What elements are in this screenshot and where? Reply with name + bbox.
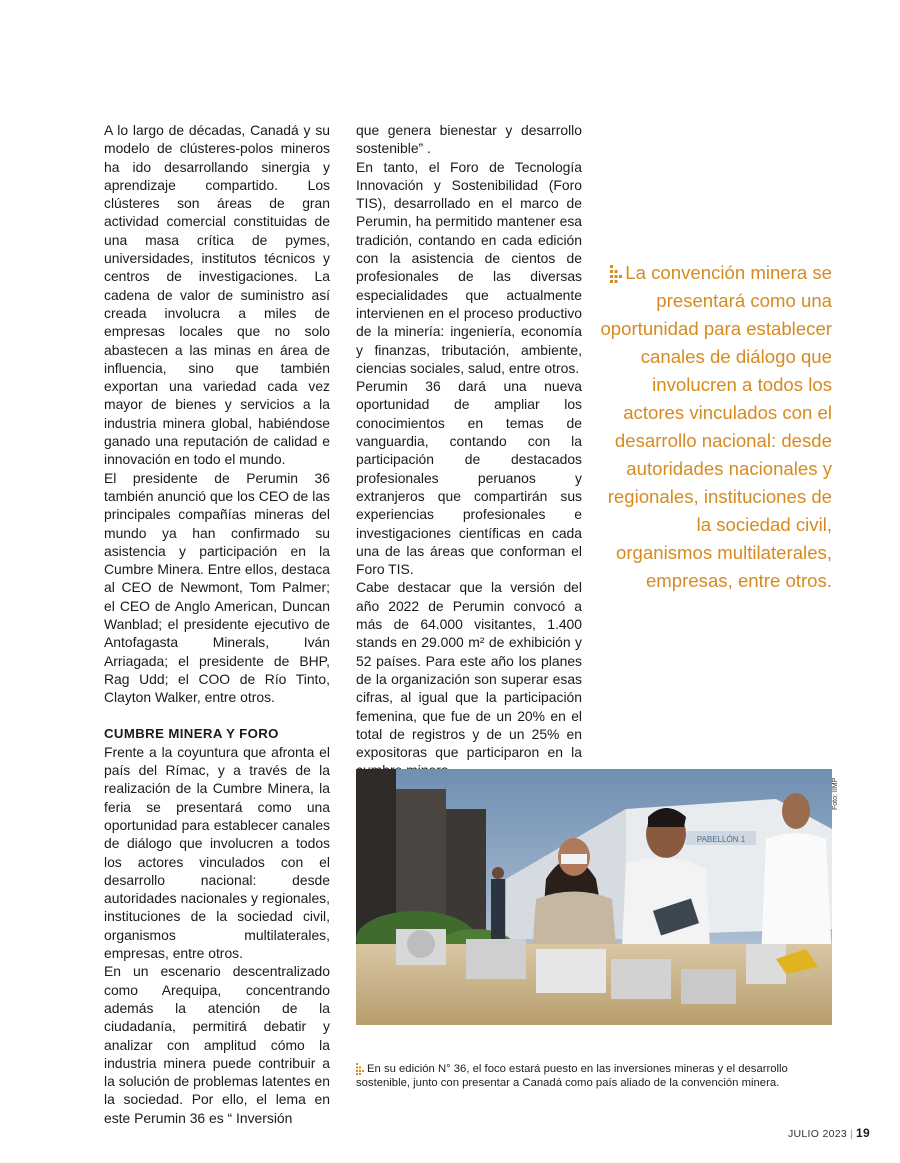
paragraph: Frente a la coyuntura que afronta el país del Rímac, y a través de la realización de la Cumbre Minera, la feria se presentará como una oportunidad para establecer canales de diálogo que involucren a todos los actores vinculados con el desarrollo nacional: desde autoridades nacionales y regionales, instituciones de la sociedad civil, organismos multilaterales, empresas, entre otros.	[104, 743, 330, 962]
paragraph: Perumin 36 dará una nueva oportunidad de ampliar los conocimientos en temas de vanguardia, contando con la participación de destacados profesionales peruanos y extranjeros que compartirán sus experiencias profesionales e investigaciones científicas en cada una de las áreas que conforman el Foro TIS.	[356, 378, 582, 578]
dots-bullet-icon	[610, 265, 622, 283]
pull-quote	[600, 259, 832, 595]
pull-quote-text: La convención minera se presentará como una oportunidad para establecer canales de diálogo que involucren a todos los actores vinculados con el desarrollo nacional: desde autoridades nacionales y regionales, instituciones de la sociedad civil, organismos multilaterales, empresas, entre otros.	[600, 262, 832, 591]
paragraph: A lo largo de décadas, Canadá y su modelo de clústeres-polos mineros ha ido desarrollando sinergia y aprendizaje compartido. Los clústeres son áreas de gran actividad comercial constituidas de una masa crítica de pymes, universidades, institutos técnicos y centros de investigaciones. La cadena de valor de suministro así creada involucra a miles de empresas locales que no solo abastecen a las minas en área de influencia, sino que también exportan una variedad cada vez mayor de bienes y servicios a la industria minera global, habiéndose ganado una reputación de calidad e innovación en todo el mundo.	[104, 122, 330, 468]
page-number: 19	[856, 1126, 870, 1140]
photo-credit: Foto: IIMP	[832, 777, 839, 810]
caption-text: En su edición N° 36, el foco estará puesto en las inversiones mineras y el desarrollo sostenible, junto con presentar a Canadá como país aliado de la convención minera.	[356, 1063, 788, 1089]
footer-separator: |	[850, 1128, 854, 1140]
event-photo	[356, 769, 832, 1025]
paragraph: En tanto, el Foro de Tecnología Innovación y Sostenibilidad (Foro TIS), desarrollado en el marco de Perumin, ha permitido mantener esa tradición, contando en cada edición con la asistencia de cientos de profesionales de las diversas especialidades que actualmente intervienen en el proceso productivo de la minería: ingeniería, economía y finanzas, tributación, ambiente, ciencias sociales, salud, entre otros.	[356, 158, 582, 376]
paragraph: Cabe destacar que la versión del año 2022 de Perumin convocó a más de 64.000 visitantes, 1.400 stands en 29.000 m² de exhibición y 52 países. Para este año los planes de la organización son superar esas cifras, al igual que la participación femenina, que fue de un 20% en el total de registros y de un 25% en expositoras que participaron en la	[356, 579, 582, 761]
section-subheading: CUMBRE MINERA Y FORO	[104, 725, 279, 741]
paragraph: que genera bienestar y desarrollo sostenible” .	[356, 122, 582, 157]
paragraph: En un escenario descentralizado como Arequipa, concentrando además la atención de la ciudadanía, permitirá debatir y analizar con amplitud cómo la industria minera puede contribuir a la solución de problemas latentes en la sociedad. Por ello, el lema en este Perumin 36 es “ Inversión	[104, 963, 330, 1126]
paragraph: El presidente de Perumin 36 también anunció que los CEO de las principales compañías mineras del mundo ya han confirmado su asistencia y participación en la Cumbre Minera. Entre ellos, destaca al CEO de Newmont, Tom Palmer; el CEO de Anglo American, Duncan Wanblad; el presidente ejecutivo de Antofagasta Minerals, Iván Arriagada; el presidente de BHP, Rag Udd; el COO de Río Tinto, Clayton Walker, entre otros.	[104, 469, 330, 706]
pavilion-sign-text: PABELLÓN 1	[696, 835, 746, 844]
photo-caption	[356, 1062, 834, 1090]
page-footer	[788, 1126, 870, 1140]
article-column-1	[104, 121, 330, 1127]
article-column-2	[356, 121, 582, 780]
photo-illustration	[356, 769, 832, 1025]
dots-bullet-icon	[356, 1063, 364, 1075]
issue-date: JULIO 2023	[787, 1128, 848, 1140]
